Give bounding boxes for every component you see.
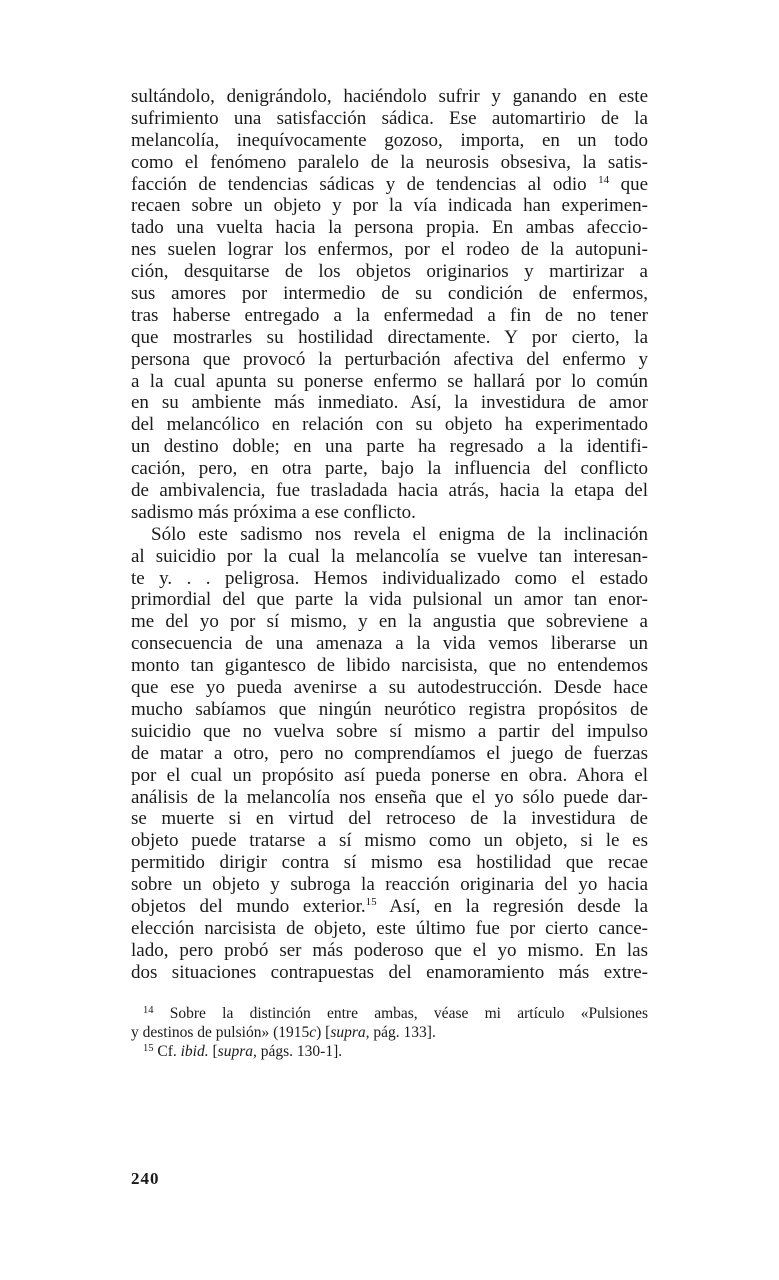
body-line: lado, pero probó ser más poderoso que el yo mismo. En las <box>131 939 648 961</box>
body-line: recaen sobre un objeto y por la vía indicada han experimen- <box>131 195 648 217</box>
body-line: al suicidio por la cual la melancolía se vuelve tan interesan- <box>131 545 648 567</box>
footnote-text: [ <box>208 1043 218 1060</box>
body-line: en su ambiente más inmediato. Así, la investidura de amor <box>131 392 648 414</box>
body-line: de matar a otro, pero no comprendíamos el juego de fuerzas <box>131 742 648 764</box>
body-text-segment: objetos del mundo exterior. <box>131 895 366 917</box>
footnote-14-cont <box>131 1023 648 1042</box>
footnote-number: 15 <box>143 1043 154 1054</box>
body-line: por el cual un propósito así pueda ponerse en obra. Ahora el <box>131 764 648 786</box>
body-line <box>131 174 648 196</box>
body-line: de ambivalencia, fue trasladada hacia atrás, hacia la etapa del <box>131 480 648 502</box>
footnote-15 <box>131 1042 648 1061</box>
body-line: del melancólico en relación con su objeto ha experimentado <box>131 414 648 436</box>
footnote-text: pág. 133]. <box>369 1024 436 1041</box>
footnote-text-italic: c <box>309 1024 317 1041</box>
body-line: que ese yo pueda avenirse a su autodestrucción. Desde hace <box>131 677 648 699</box>
body-line: permitido dirigir contra sí mismo esa hostilidad que recae <box>131 852 648 874</box>
body-line: consecuencia de una amenaza a la vida vemos liberarse un <box>131 633 648 655</box>
body-line: se muerte si en virtud del retroceso de la investidura de <box>131 808 648 830</box>
body-line: Sólo este sadismo nos revela el enigma de la inclinación <box>151 523 648 545</box>
body-line: tras haberse entregado a la enfermedad a fin de no tener <box>131 304 648 326</box>
body-line: monto tan gigantesco de libido narcisista, que no entendemos <box>131 655 648 677</box>
footnote-text-italic: supra, <box>330 1024 370 1041</box>
body-line: suicidio que no vuelva sobre sí mismo a partir del impulso <box>131 720 648 742</box>
body-text-segment: facción de tendencias sádicas y de tendencias al odio <box>131 173 599 195</box>
body-line: objeto puede tratarse a sí mismo como un objeto, si le es <box>131 830 648 852</box>
footnote-number: 14 <box>143 1005 154 1016</box>
footnote-ref-14: 14 <box>598 173 610 186</box>
body-line: sobre un objeto y subroga la reacción originaria del yo hacia <box>131 874 648 896</box>
body-line: mucho sabíamos que ningún neurótico registra propósitos de <box>131 698 648 720</box>
body-line: tado una vuelta hacia la persona propia. En ambas afeccio- <box>131 217 648 239</box>
footnotes <box>131 1004 648 1061</box>
page-number: 240 <box>131 1169 160 1188</box>
body-line: que mostrarles su hostilidad directamente. Y por cierto, la <box>131 326 648 348</box>
body-line: me del yo por sí mismo, y en la angustia que sobreviene a <box>131 611 648 633</box>
body-text <box>131 86 648 984</box>
body-line: a la cual apunta su ponerse enfermo se hallará por lo común <box>131 370 648 392</box>
body-line: ción, desquitarse de los objetos originarios y martirizar a <box>131 261 648 283</box>
footnote-ref-15: 15 <box>365 895 377 908</box>
body-text-segment: Así, en la regresión desde la <box>376 895 649 917</box>
body-line: un destino doble; en una parte ha regresado a la identifi- <box>131 436 648 458</box>
body-line: nes suelen lograr los enfermos, por el rodeo de la autopuni- <box>131 239 648 261</box>
body-line: elección narcisista de objeto, este último fue por cierto cance- <box>131 917 648 939</box>
footnote-text: Sobre la distinción entre ambas, véase mi artículo «Pulsiones <box>169 1005 648 1022</box>
body-line: melancolía, inequívocamente gozoso, importa, en un todo <box>131 129 648 151</box>
footnote-text-italic: supra, <box>217 1043 257 1060</box>
body-line: persona que provocó la perturbación afectiva del enfermo y <box>131 348 648 370</box>
body-line: primordial del que parte la vida pulsional un amor tan enor- <box>131 589 648 611</box>
body-line: sultándolo, denigrándolo, haciéndolo sufrir y ganando en este <box>131 86 648 107</box>
body-line <box>131 896 648 918</box>
body-line: sadismo más próxima a ese conflicto. <box>131 501 416 523</box>
footnote-text: págs. 130-1]. <box>256 1043 343 1060</box>
body-text-segment: que <box>609 173 648 195</box>
footnote-14 <box>131 1004 648 1023</box>
body-line: sus amores por intermedio de su condición de enfermos, <box>131 283 648 305</box>
footnote-text: Cf. <box>157 1043 181 1060</box>
body-line: dos situaciones contrapuestas del enamoramiento más extre- <box>131 961 648 983</box>
body-line: cación, pero, en otra parte, bajo la influencia del conflicto <box>131 458 648 480</box>
footnote-text: y destinos de pulsión» (1915 <box>131 1024 310 1041</box>
body-line: como el fenómeno paralelo de la neurosis obsesiva, la satis- <box>131 151 648 173</box>
body-line: análisis de la melancolía nos enseña que el yo sólo puede dar- <box>131 786 648 808</box>
body-line: sufrimiento una satisfacción sádica. Ese automartirio de la <box>131 107 648 129</box>
body-line: te y. . . peligrosa. Hemos individualizado como el estado <box>131 567 648 589</box>
footnote-text: ) [ <box>316 1024 331 1041</box>
footnote-text-italic: ibid. <box>180 1043 209 1060</box>
